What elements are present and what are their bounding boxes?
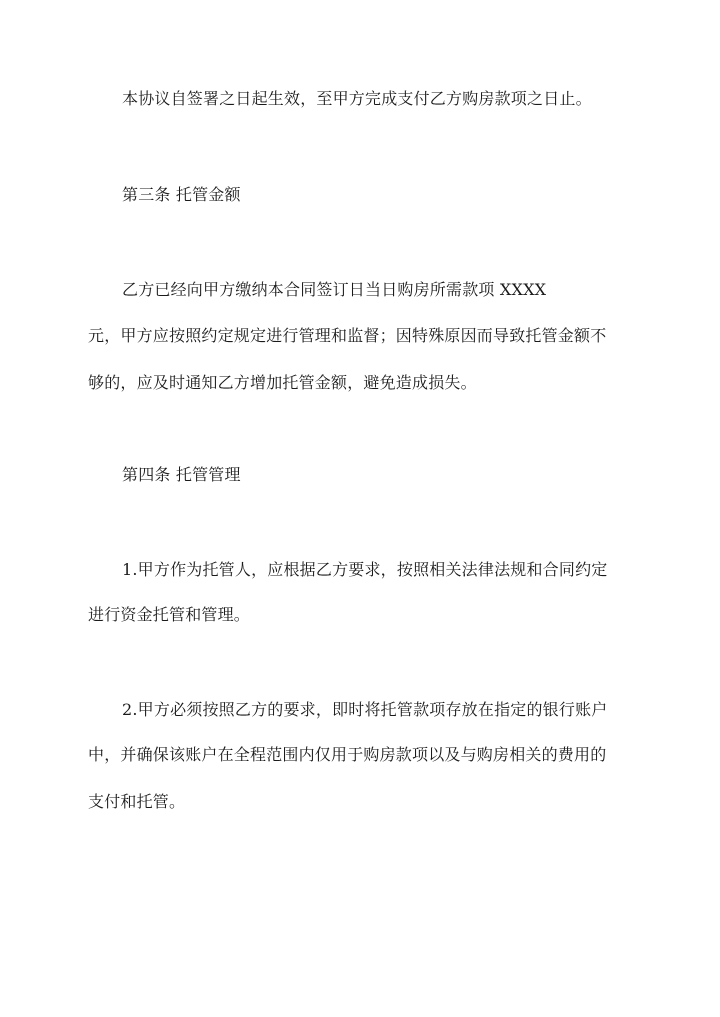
article-3-heading: 第三条 托管金额 <box>122 185 241 204</box>
article-3-line-2: 元，甲方应按照约定规定进行管理和监督；因特殊原因而导致托管金额不 <box>88 326 607 345</box>
paragraph-effective-date: 本协议自签署之日起生效，至甲方完成支付乙方购房款项之日止。 <box>122 89 592 108</box>
item-1-line-2: 进行资金托管和管理。 <box>88 605 251 624</box>
item-2-line-3: 支付和托管。 <box>88 792 186 811</box>
article-4-heading: 第四条 托管管理 <box>122 465 241 484</box>
article-3-line-1: 乙方已经向甲方缴纳本合同签订日当日购房所需款项 XXXX <box>122 280 547 299</box>
item-1-line-1: 1.甲方作为托管人，应根据乙方要求，按照相关法律法规和合同约定 <box>122 560 608 579</box>
item-2-line-1: 2.甲方必须按照乙方的要求，即时将托管款项存放在指定的银行账户 <box>122 700 608 719</box>
item-2-line-2: 中，并确保该账户在全程范围内仅用于购房款项以及与购房相关的费用的 <box>88 745 607 764</box>
article-3-line-3: 够的，应及时通知乙方增加托管金额，避免造成损失。 <box>88 373 477 392</box>
